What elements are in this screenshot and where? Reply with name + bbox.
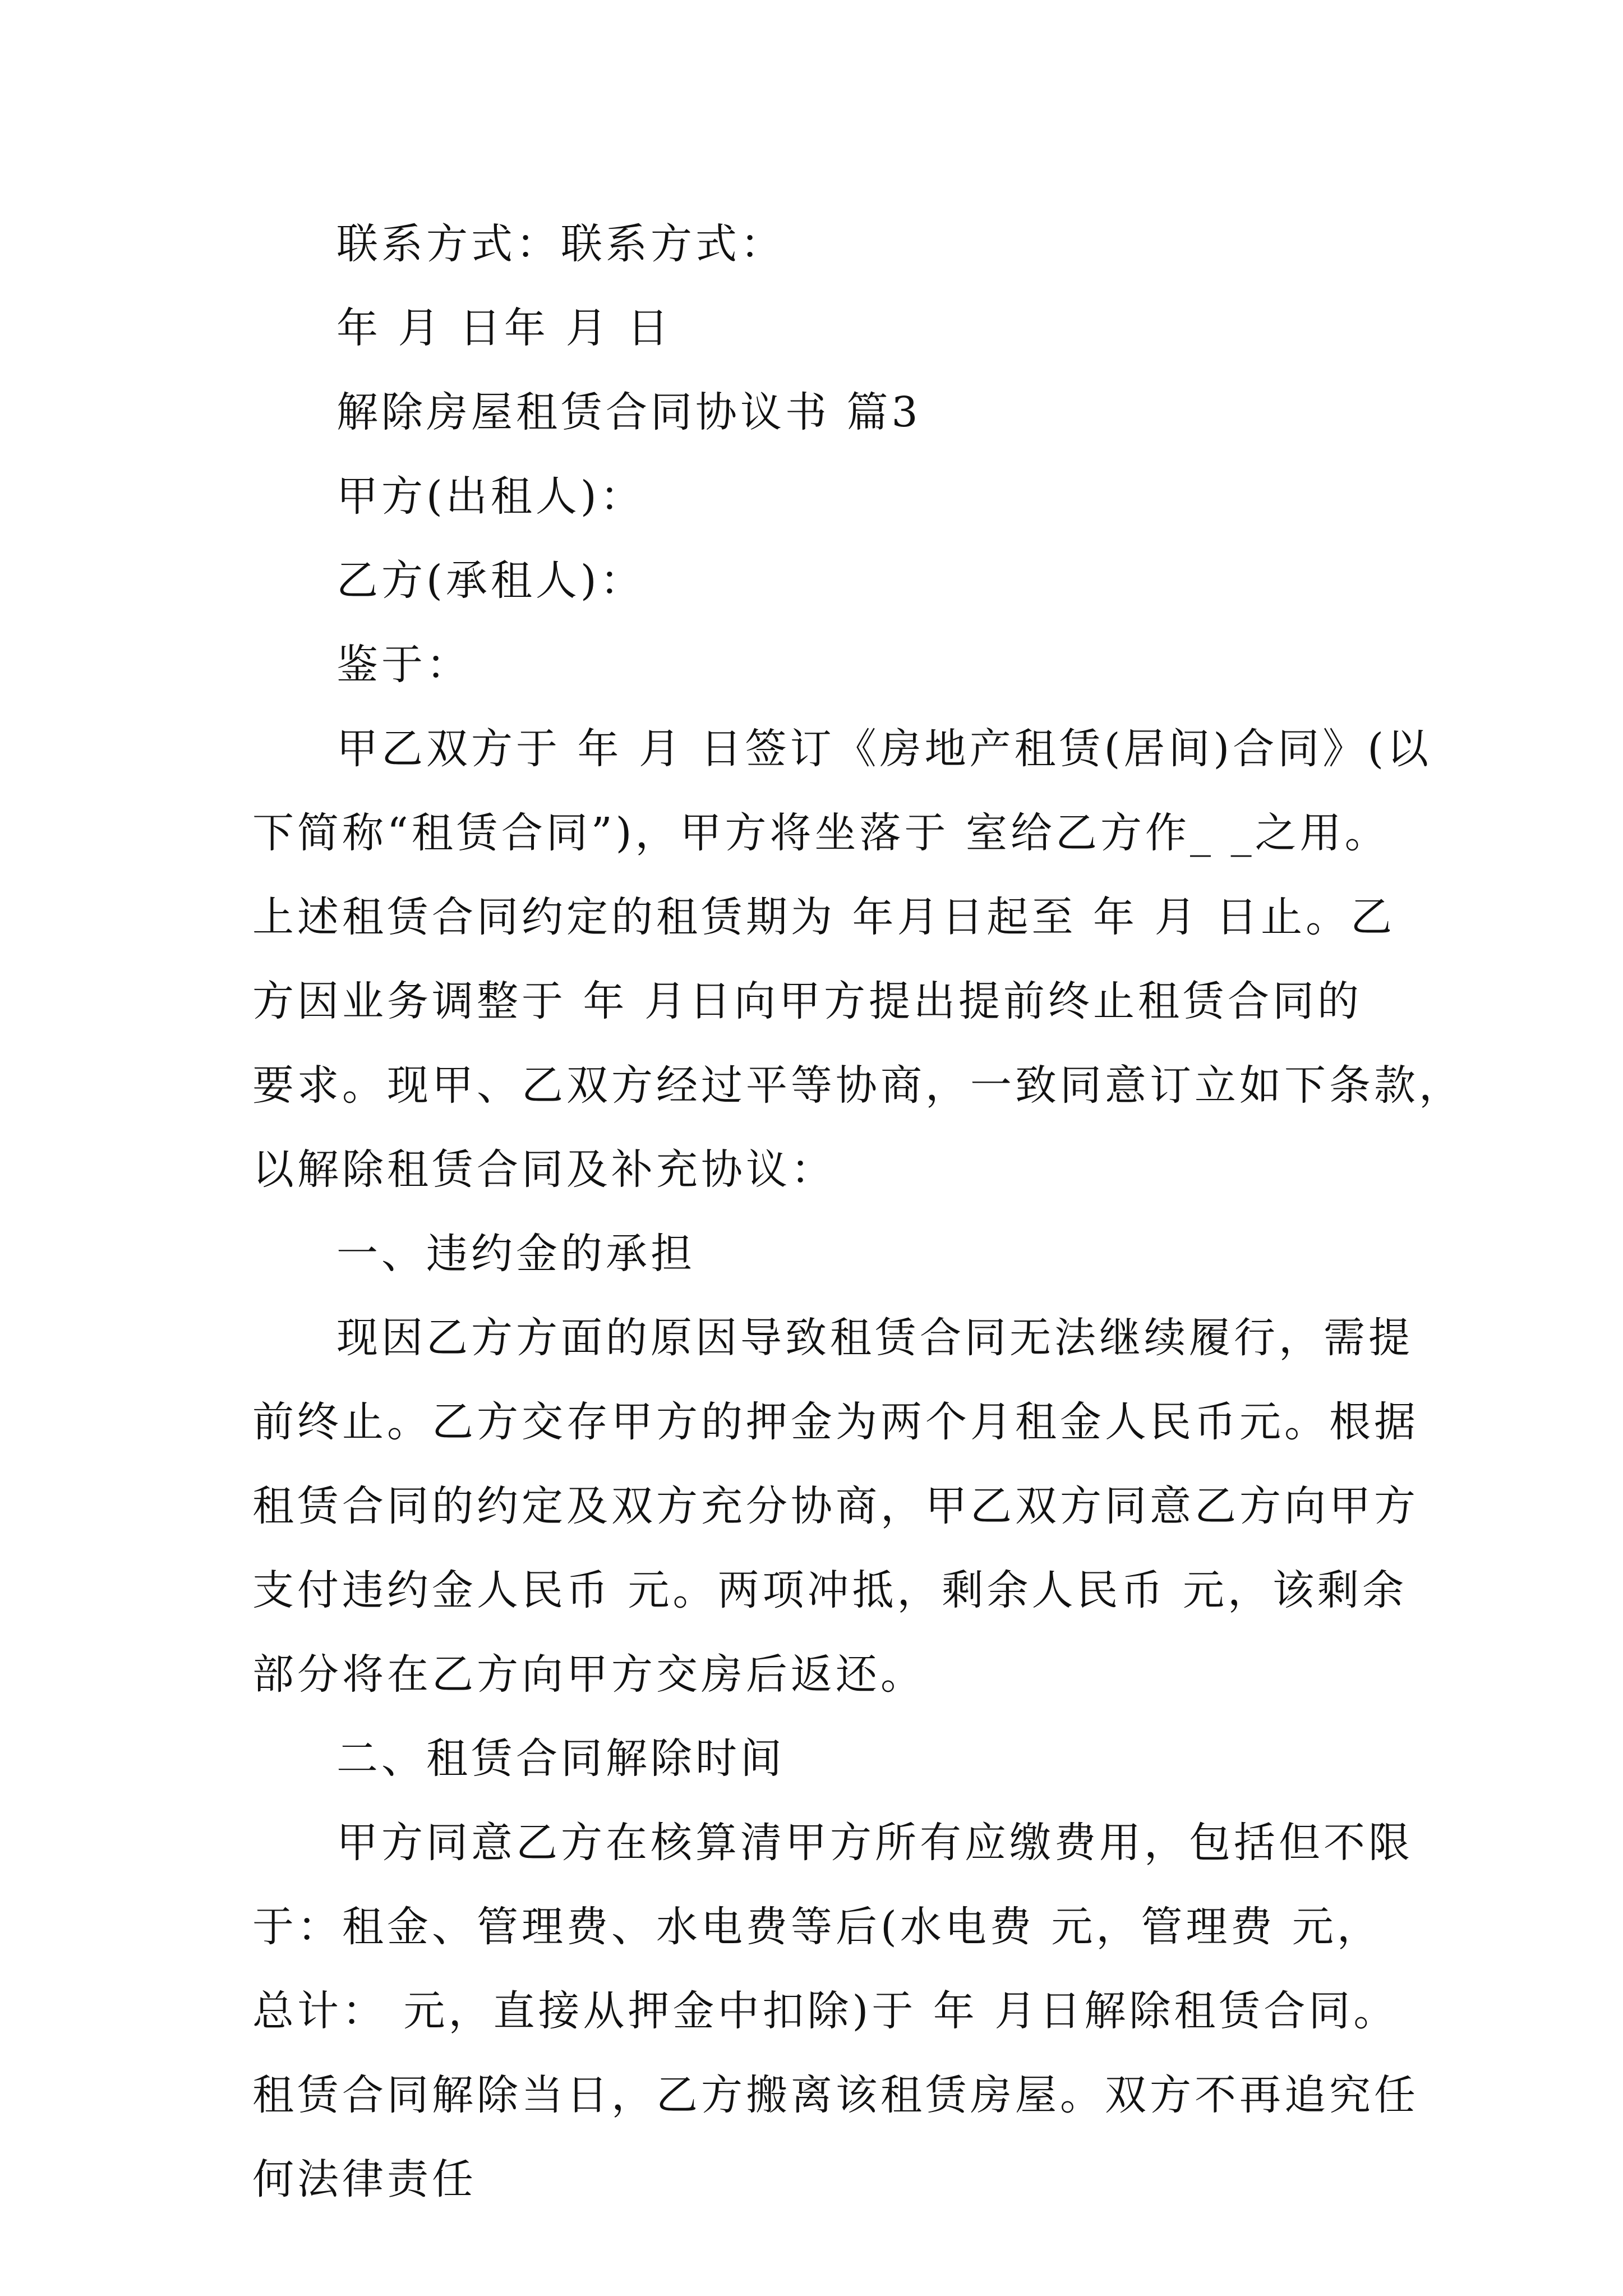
paragraph-line: 要求。现甲、乙双方经过平等协商，一致同意订立如下条款， [252, 1061, 1464, 1110]
clause-heading: 一、违约金的承担 [336, 1230, 695, 1278]
paragraph-line: 租赁合同解除当日，乙方搬离该租赁房屋。双方不再追究任 [252, 2071, 1419, 2119]
paragraph-line: 上述租赁合同约定的租赁期为 年月日起至 年 月 日止。乙 [252, 893, 1396, 941]
paragraph-line: 以解除租赁合同及补充协议： [252, 1145, 836, 1194]
paragraph-line: 总计： 元，直接从押金中扣除)于 年 月日解除租赁合同。 [252, 1987, 1399, 2035]
paragraph-line: 甲方同意乙方在核算清甲方所有应缴费用，包括但不限 [336, 1819, 1413, 1867]
paragraph-line: 下简称“租赁合同”)，甲方将坐落于 室给乙方作_ _之用。 [252, 809, 1390, 857]
paragraph-line: 于：租金、管理费、水电费等后(水电费 元，管理费 元， [252, 1903, 1382, 1951]
clause-heading: 二、租赁合同解除时间 [336, 1734, 785, 1783]
contact-line: 联系方式：联系方式： [336, 220, 785, 268]
whereas-line: 鉴于： [336, 641, 471, 689]
party-a-line: 甲方(出租人)： [336, 472, 645, 521]
paragraph-line: 部分将在乙方向甲方交房后返还。 [252, 1650, 925, 1699]
party-b-line: 乙方(承租人)： [336, 556, 645, 605]
paragraph-line: 前终止。乙方交存甲方的押金为两个月租金人民币元。根据 [252, 1398, 1419, 1446]
paragraph-line: 何法律责任 [252, 2155, 477, 2203]
date-line: 年 月 日年 月 日 [336, 304, 672, 352]
section-title: 解除房屋租赁合同协议书 篇3 [336, 388, 921, 436]
paragraph-line: 租赁合同的约定及双方充分协商，甲乙双方同意乙方向甲方 [252, 1482, 1419, 1530]
paragraph-line: 方因业务调整于 年 月日向甲方提出提前终止租赁合同的 [252, 977, 1363, 1025]
paragraph-line: 现因乙方方面的原因导致租赁合同无法继续履行，需提 [336, 1314, 1413, 1362]
paragraph-line: 甲乙双方于 年 月 日签订《房地产租赁(居间)合同》(以 [336, 725, 1432, 773]
paragraph-line: 支付违约金人民币 元。两项冲抵，剩余人民币 元，该剩余 [252, 1566, 1408, 1614]
